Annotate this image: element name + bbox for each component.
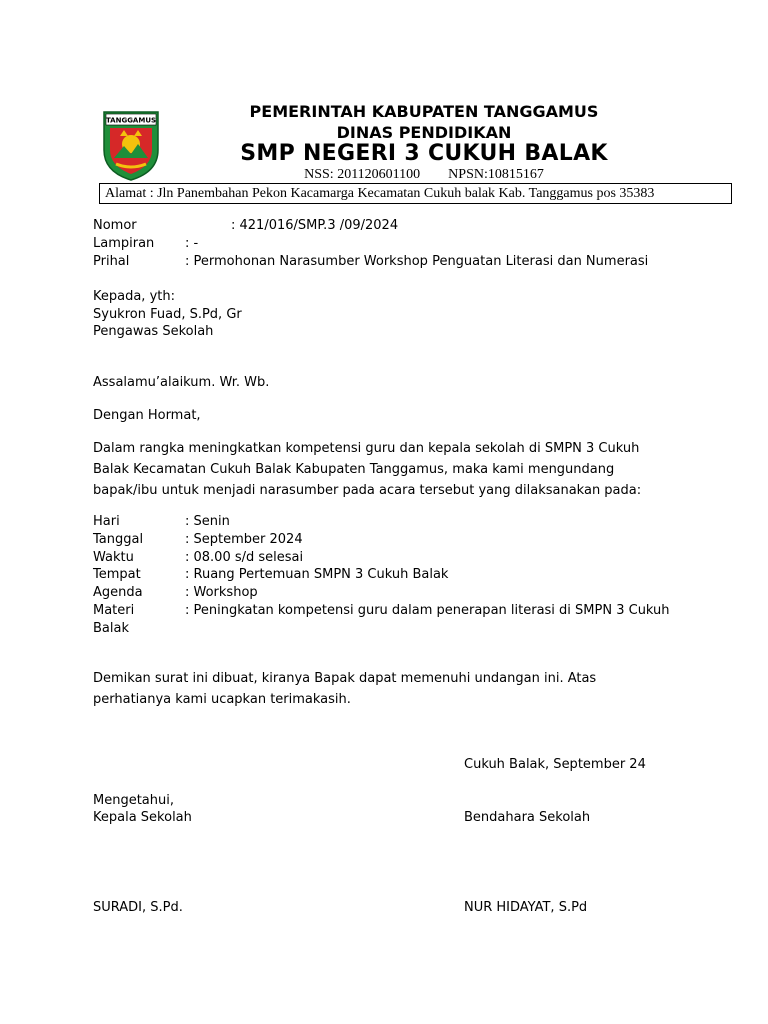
treasurer-title: Bendahara Sekolah	[464, 810, 591, 825]
detail-value: : Peningkatan kompetensi guru dalam penerapan literasi di SMPN 3 Cukuh	[185, 603, 670, 618]
detail-value: : Senin	[185, 514, 230, 529]
greeting: Assalamu’alaikum. Wr. Wb.	[93, 375, 270, 390]
school-address: Alamat : Jln Panembahan Pekon Kacamarga Kecamatan Cukuh balak Kab. Tanggamus pos 35383	[99, 183, 732, 204]
nss-text: NSS: 201120601100	[304, 167, 421, 182]
detail-label: Tempat	[93, 567, 141, 582]
recipient-title: Pengawas Sekolah	[93, 324, 214, 339]
place-date: Cukuh Balak, September 24	[464, 757, 646, 772]
detail-label: Agenda	[93, 585, 143, 600]
prihal-label: Prihal	[93, 254, 130, 269]
mengetahui-label: Mengetahui,	[93, 793, 174, 808]
recipient-line-1: Kepada, yth:	[93, 289, 175, 304]
salutation: Dengan Hormat,	[93, 408, 201, 423]
detail-value: : 08.00 s/d selesai	[185, 550, 304, 565]
lampiran-label: Lampiran	[93, 236, 155, 251]
detail-value: : September 2024	[185, 532, 303, 547]
nomor-label: Nomor	[93, 218, 137, 233]
nomor-value: : 421/016/SMP.3 /09/2024	[231, 218, 399, 233]
principal-title: Kepala Sekolah	[93, 810, 192, 825]
detail-value: : Ruang Pertemuan SMPN 3 Cukuh Balak	[185, 567, 449, 582]
detail-label: Waktu	[93, 550, 134, 565]
closing-paragraph: Demikan surat ini dibuat, kiranya Bapak dapat memenuhi undangan ini. Atas perhatianya kami ucapkan terimakasih.	[93, 671, 597, 707]
detail-label: Materi	[93, 603, 135, 618]
kop-line-2: DINAS PENDIDIKAN	[336, 123, 512, 142]
detail-value: : Workshop	[185, 585, 258, 600]
tanggamus-logo	[102, 110, 160, 182]
school-codes	[224, 167, 624, 183]
treasurer-name: NUR HIDAYAT, S.Pd	[464, 900, 588, 915]
body-paragraph: Dalam rangka meningkatkan kompetensi guru dan kepala sekolah di SMPN 3 Cukuh Balak Kecamatan Cukuh Balak Kabupaten Tanggamus, maka kami mengundang bapak/ibu untuk menjadi narasumber pada acara tersebut yang dilaksanakan pada:	[93, 441, 642, 498]
recipient-name: Syukron Fuad, S.Pd, Gr	[93, 307, 242, 322]
detail-value-wrap: Balak	[93, 621, 129, 636]
prihal-value: : Permohonan Narasumber Workshop Penguatan Literasi dan Numerasi	[185, 254, 649, 269]
kop-line-1: PEMERINTAH KABUPATEN TANGGAMUS	[249, 102, 599, 121]
principal-name: SURADI, S.Pd.	[93, 900, 183, 915]
detail-label: Hari	[93, 514, 120, 529]
school-name: SMP NEGERI 3 CUKUH BALAK	[240, 141, 608, 166]
logo-text: TANGGAMUS	[105, 116, 157, 125]
lampiran-value: : -	[185, 236, 199, 251]
detail-label: Tanggal	[93, 532, 144, 547]
npsn-text: NPSN:10815167	[448, 167, 544, 182]
